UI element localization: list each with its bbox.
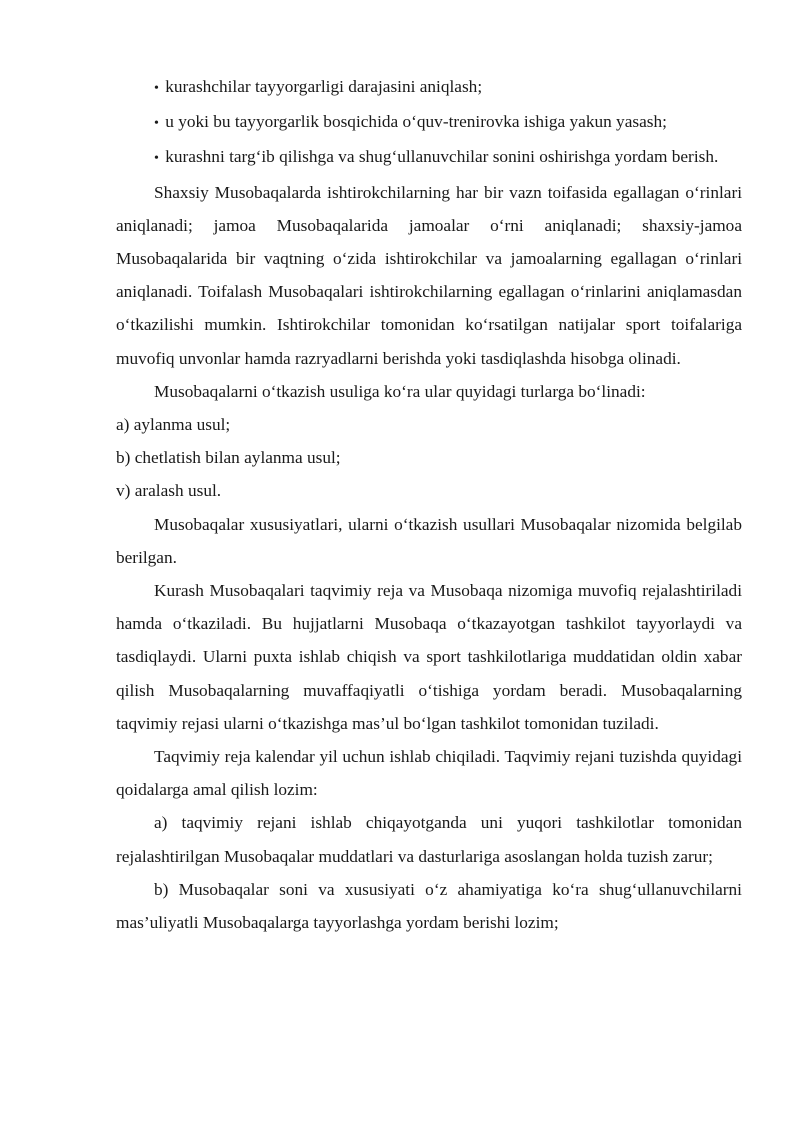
- bullet-text-3: kurashni targ‘ib qilishga va shug‘ullanuvchilar sonini oshirishga yordam berish.: [165, 147, 719, 167]
- bullet-text-1: kurashchilar tayyorgarligi darajasini aniqlash;: [165, 77, 483, 96]
- paragraph-taqvimiy: Taqvimiy reja kalendar yil uchun ishlab chiqiladi. Taqvimiy rejani tuzishda quyidagi qoidalarga amal qilish lozim:: [116, 747, 742, 800]
- list-item-usul-b: b) chetlatish bilan aylanma usul;: [116, 448, 341, 468]
- bullet-item-3: [116, 140, 742, 175]
- bullet-text-2: u yoki bu tayyorgarlik bosqichida o‘quv-trenirovka ishiga yakun yasash;: [165, 112, 667, 132]
- bullet-item-1: [116, 70, 742, 105]
- bullet-icon: •: [154, 81, 159, 96]
- list-item-usul-a: a) aylanma usul;: [116, 415, 231, 435]
- paragraph-xususiyat: Musobaqalar xususiyatlari, ularni o‘tkazish usullari Musobaqalar nizomida belgilab berilgan.: [116, 514, 742, 567]
- list-item-usul-v: v) aralash usul.: [116, 481, 222, 501]
- bullet-icon: •: [154, 151, 159, 167]
- bullet-icon: •: [154, 116, 159, 132]
- document-page: [116, 70, 742, 939]
- paragraph-shaxsiy: Shaxsiy Musobaqalarda ishtirokchilarning har bir vazn toifasida egallagan o‘rinlari aniqlanadi; jamoa Musobaqalarida jamoalar o‘rni aniqlanadi; shaxsiy-jamoa Musobaqalarida bir vaqtning o‘zida ishtirokchilar va jamoalarning egallagan o‘rinlari aniqlanadi. Toifalash Musobaqalari ishtirokchilarning egallagan o‘rinlarini aniqlamasdan o‘tkazilishi mumkin. Ishtirokchilar tomonidan ko‘rsatilgan natijalar sport toifalariga muvofiq unvonlar hamda razryadlarni berishda yoki tasdiqlashda hisobga olinadi.: [116, 182, 742, 368]
- paragraph-usul-intro: Musobaqalarni o‘tkazish usuliga ko‘ra ular quyidagi turlarga bo‘linadi:: [154, 381, 646, 401]
- paragraph-kurash: Kurash Musobaqalari taqvimiy reja va Musobaqa nizomiga muvofiq rejalashtiriladi hamda o‘tkaziladi. Bu hujjatlarni Musobaqa o‘tkazayotgan tashkilot tayyorlaydi va tasdiqlaydi. Ularni puxta ishlab chiqish va sport tashkilotlariga muddatidan oldin xabar qilish Musobaqalarning muvaffaqiyatli o‘tishiga yordam beradi. Musobaqalarning taqvimiy rejasi ularni o‘tkazishga mas’ul bo‘lgan tashkilot tomonidan tuziladi.: [116, 581, 742, 733]
- paragraph-rule-a: a) taqvimiy rejani ishlab chiqayotganda uni yuqori tashkilotlar tomonidan rejalashtirilgan Musobaqalar muddatlari va dasturlariga asoslangan holda tuzish zarur;: [116, 813, 742, 866]
- paragraph-rule-b: b) Musobaqalar soni va xususiyati o‘z ahamiyatiga ko‘ra shug‘ullanuvchilarni mas’uliyatli Musobaqalarga tayyorlashga yordam berishi lozim;: [116, 879, 742, 933]
- bullet-item-2: [116, 105, 742, 140]
